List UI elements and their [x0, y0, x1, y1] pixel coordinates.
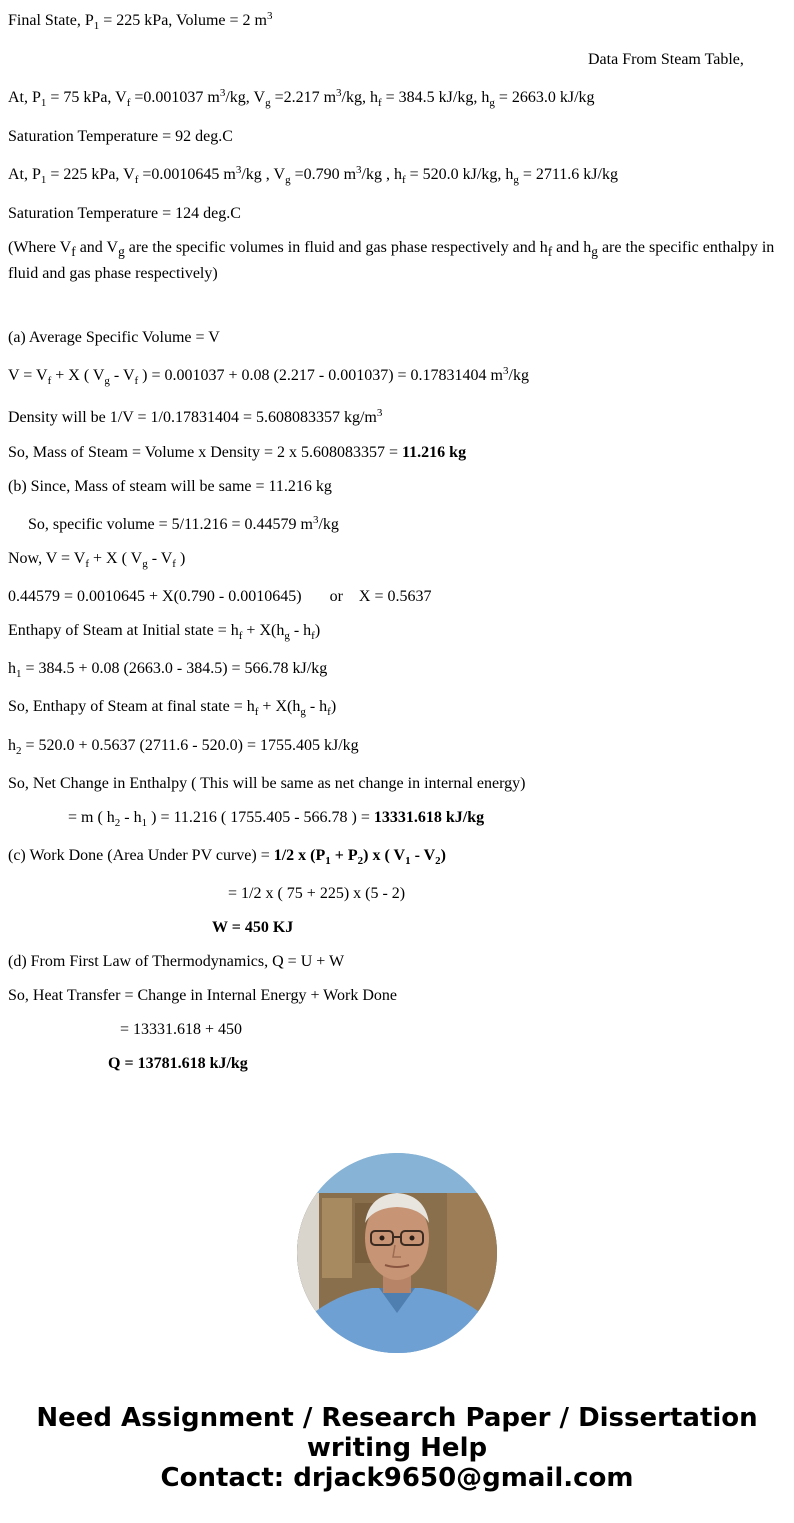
state1-data-line: At, $P_1 = 75$ kPa, $V_f =0.001037$ $m^3/kg$, $V_g =2.217$ $m^3/kg$, $h_f = 384.5$ kJ/kg, $h_g = 2663.0$ kJ/kg [8, 87, 595, 109]
footer-contact-email: Contact: drjack9650@gmail.com [160, 1463, 634, 1493]
enthalpy-initial-formula: Enthapy of Steam at Initial state = $h_f + X(h_g - h_f)$ [8, 622, 321, 642]
part-d-heading: (d) From First Law of Thermodynamics, Q = U + W [8, 953, 345, 970]
footer-line-2: writing Help [306, 1433, 488, 1463]
work-calculation: = 1/2 x ( 75 + 225) x (5 - 2) [228, 885, 406, 902]
mass-of-steam-line: So, Mass of Steam = Volume x Density = 2 x 5.608083357 = 11.216 kg [8, 444, 467, 461]
h2-calculation: $h_2 = 520.0 + 0.5637$ (2711.6 - 520.0) = 1755.405 kJ/kg [8, 737, 359, 757]
specific-volume-equation: $V = V_f + X$ ( $V_g - V_f$ ) = 0.001037 + 0.08 (2.217 - 0.001037) = 0.17831404 $m^3/kg$ [8, 365, 529, 387]
density-line: Density will be 1/V = 1/0.17831404 = 5.608083357 $kg/m^3$ [8, 407, 383, 426]
author-portrait [297, 1153, 497, 1353]
author-avatar [297, 1153, 497, 1353]
quality-solve-line: 0.44579 = 0.0010645 + X(0.790 - 0.0010645) or X = 0.5637 [8, 588, 432, 605]
net-change-calculation: = m ( $h_2 - h_1$ ) = 11.216 ( 1755.405 - 566.78 ) = 13331.618 kJ/kg [68, 809, 485, 829]
q-result: Q = 13781.618 kJ/kg [108, 1055, 248, 1072]
footer-contact [0, 1403, 794, 1493]
final-state-line: Final State, $P_1 = 225$ kPa, Volume = 2 $m^3$ [8, 10, 273, 32]
where-note: (Where $V_f$ and $V_g$ are the specific volumes in fluid and gas phase respectively and $h_f$ and $h_g$ are the specific enthalpy in fluid and gas phase respectively) [8, 239, 775, 283]
heat-transfer-line: So, Heat Transfer = Change in Internal Energy + Work Done [8, 987, 397, 1004]
footer-line-1: Need Assignment / Research Paper / Dissertation [36, 1403, 758, 1433]
enthalpy-final-formula: So, Enthapy of Steam at final state = $h_f + X(h_g - h_f)$ [8, 698, 337, 718]
saturation-temp-1: Saturation Temperature = 92 deg.C [8, 128, 233, 145]
work-result: W = 450 KJ [212, 919, 294, 936]
h1-calculation: $h_1 = 384.5 + 0.08$ (2663.0 - 384.5) = 566.78 kJ/kg [8, 660, 328, 680]
specific-volume-line: So, specific volume = 5/11.216 = 0.44579 $m^3/kg$ [28, 514, 339, 533]
saturation-temp-2: Saturation Temperature = 124 deg.C [8, 205, 241, 222]
part-c-work-formula: (c) Work Done (Area Under PV curve) = 1/2 x $(P_1 + P_2)$ x ( $V_1 - V_2$) [8, 847, 446, 867]
part-b-heading: (b) Since, Mass of steam will be same = 11.216 kg [8, 478, 332, 495]
steam-table-heading: Data From Steam Table, [588, 51, 744, 68]
part-a-heading: (a) Average Specific Volume = V [8, 329, 220, 346]
net-change-line: So, Net Change in Enthalpy ( This will be same as net change in internal energy) [8, 775, 526, 792]
now-v-equation: Now, $V = V_f + X$ ( $V_g - V_f$ ) [8, 550, 186, 570]
q-calculation: = 13331.618 + 450 [120, 1021, 243, 1038]
state2-data-line: At, $P_1 = 225$ kPa, $V_f =0.0010645$ $m^3/kg$ , $V_g =0.790$ $m^3/kg$ , $h_f = 520.0$ kJ/kg, $h_g = 2711.6$ kJ/kg [8, 164, 618, 186]
